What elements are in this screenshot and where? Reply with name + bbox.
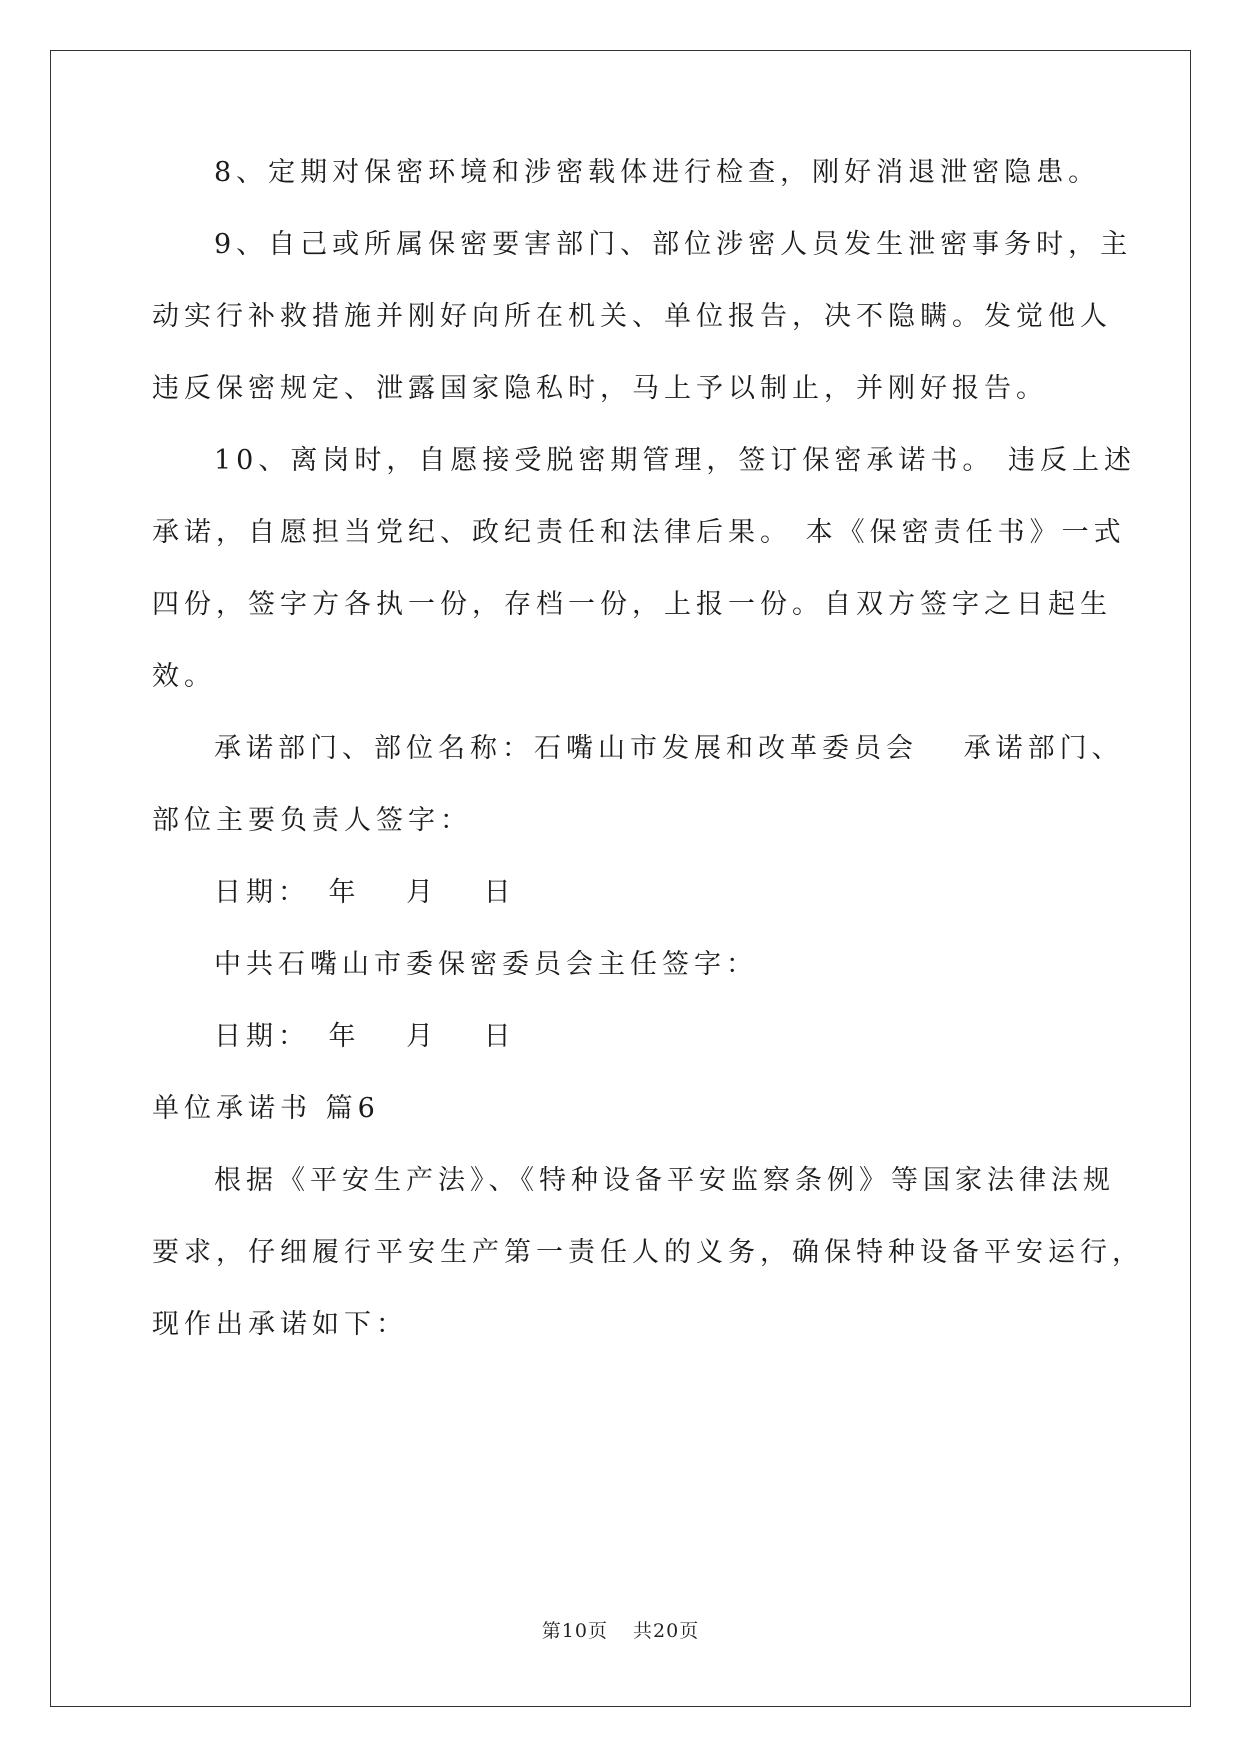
paragraph-line: 承诺部门、部位名称：石嘴山市发展和改革委员会 承诺部门、 — [214, 733, 1124, 764]
paragraph-line: 承诺，自愿担当党纪、政纪责任和法律后果。 本《保密责任书》一式 — [152, 517, 1126, 548]
paragraph-line: 8、定期对保密环境和涉密载体进行检查，刚好消退泄密隐患。 — [214, 157, 1101, 188]
paragraph-line: 现作出承诺如下： — [152, 1309, 408, 1340]
page-footer — [0, 1616, 1241, 1643]
paragraph-line: 10、离岗时，自愿接受脱密期管理，签订保密承诺书。 违反上述 — [214, 445, 1136, 476]
paragraph-line: 违反保密规定、泄露国家隐私时，马上予以制止，并刚好报告。 — [152, 373, 1048, 404]
paragraph-line: 四份，签字方各执一份，存档一份，上报一份。自双方签字之日起生 — [152, 589, 1112, 620]
paragraph-line: 部位主要负责人签字： — [152, 805, 472, 836]
paragraph-line: 中共石嘴山市委保密委员会主任签字： — [214, 949, 758, 980]
paragraph-line: 根据《平安生产法》、《特种设备平安监察条例》等国家法律法规 — [214, 1165, 1115, 1196]
paragraph-line: 效。 — [152, 661, 216, 692]
date-line: 日期： 年 月 日 — [214, 877, 516, 908]
paragraph-line: 要求，仔细履行平安生产第一责任人的义务，确保特种设备平安运行， — [152, 1237, 1144, 1268]
page-total: 共20页 — [633, 1620, 700, 1642]
page-number: 第10页 — [541, 1620, 608, 1642]
paragraph-line: 动实行补救措施并刚好向所在机关、单位报告，决不隐瞒。发觉他人 — [152, 301, 1112, 332]
date-line: 日期： 年 月 日 — [214, 1021, 516, 1052]
paragraph-line: 9、自己或所属保密要害部门、部位涉密人员发生泄密事务时，主 — [214, 229, 1133, 260]
section-heading: 单位承诺书 篇6 — [152, 1093, 380, 1124]
